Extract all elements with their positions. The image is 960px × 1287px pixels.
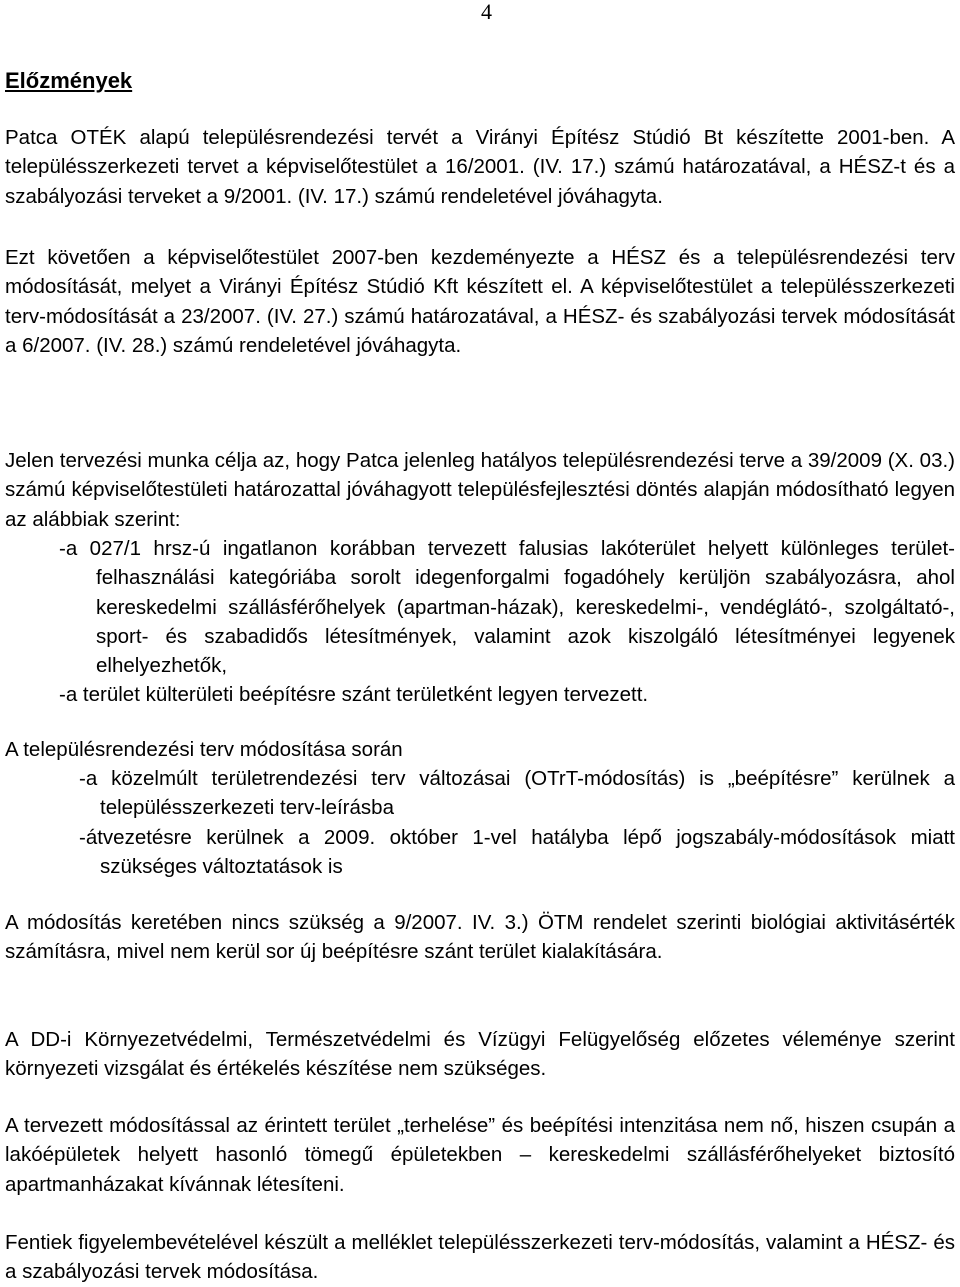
paragraph-environmental-opinion: A DD-i Környezetvédelmi, Természetvédelmi és Vízügyi Felügyelőség előzetes véleménye szerint környezeti vizsgálat és értékelés készítése nem szükséges. — [5, 1028, 955, 1081]
list-item: -a közelmúlt területrendezési terv változásai (OTrT-módosítás) is „beépítésre” kerülnek a településszerkezeti terv-leírásba — [79, 767, 955, 820]
document-page — [5, 0, 955, 1287]
modification-intro: A településrendezési terv módosítása során — [5, 738, 403, 761]
paragraph-attachment: Fentiek figyelembevételével készült a melléklet településszerkezeti terv-módosítás, valamint a HÉSZ- és a szabályozási tervek módosítása. — [5, 1231, 955, 1284]
list-item: -a terület külterületi beépítésre szánt területként legyen tervezett. — [59, 683, 649, 707]
paragraph-biological-activity: A módosítás keretében nincs szükség a 9/2007. IV. 3.) ÖTM rendelet szerinti biológiai aktivitásérték számításra, mivel nem kerül sor új beépítésre szánt terület kialakítására. — [5, 911, 955, 964]
paragraph-current-goal: Jelen tervezési munka célja az, hogy Patca jelenleg hatályos településrendezési terve a 39/2009 (X. 03.) számú képviselőtestületi határozattal jóváhagyott településfejlesztési döntés alapján módosítható legyen az alábbiak szerint: — [5, 449, 955, 531]
page-number: 4 — [481, 0, 492, 24]
list-item: -átvezetésre kerülnek a 2009. október 1-vel hatályba lépő jogszabály-módosítások miatt szükséges változtatások is — [79, 825, 955, 878]
modification-list — [79, 764, 955, 881]
paragraph-load-intensity: A tervezett módosítással az érintett terület „terhelése” és beépítési intenzitása nem nő, hiszen csupán a lakóépületek helyett hasonló tömegű épületekben – kereskedelmi szállásférőhelyeket biztosító apartmanházakat kívánnak létesíteni. — [5, 1114, 955, 1196]
section-heading: Előzmények — [5, 68, 133, 93]
paragraph-history: Patca OTÉK alapú településrendezési tervét a Virányi Építész Stúdió Bt készítette 2001-ben. A településszerkezeti tervet a képviselőtestület a 16/2001. (IV. 17.) számú határozatával, a HÉSZ-t és a szabályozási terveket a 9/2001. (IV. 17.) számú rendeletével jóváhagyta. — [5, 126, 955, 208]
goal-list — [59, 534, 955, 710]
list-item: -a 027/1 hrsz-ú ingatlanon korábban tervezett falusias lakóterület helyett különleges terület-felhasználási kategóriába sorolt idegenforgalmi fogadóhely kerüljön szabályozásra, ahol kereskedelmi szállásférőhelyek (apartman-házak), kereskedelmi-, vendéglátó-, szolgáltató-, sport- és szabadidős létesítmények, valamint azok kiszolgáló létesítményei legyenek elhelyezhetők, — [59, 537, 955, 678]
paragraph-2007-modification: Ezt követően a képviselőtestület 2007-ben kezdeményezte a HÉSZ és a településrendezési terv módosítását, melyet a Virányi Építész Stúdió Kft készített el. A képviselőtestület a településszerkezeti terv-módosítását a 23/2007. (IV. 27.) számú határozatával, a HÉSZ- és szabályozási tervek módosítását a 6/2007. (IV. 28.) számú rendeletével jóváhagyta. — [5, 246, 955, 357]
